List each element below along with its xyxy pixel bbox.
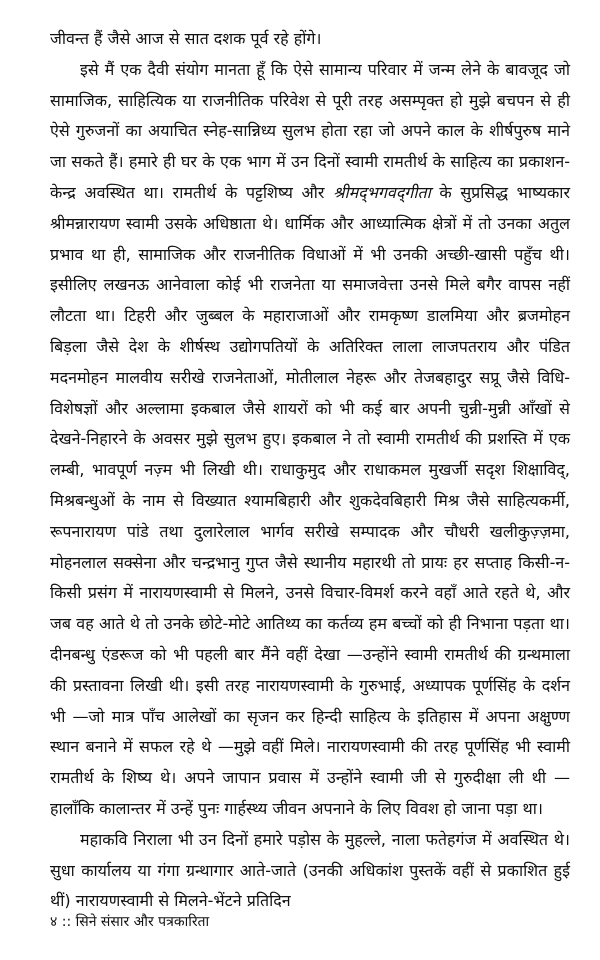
paragraph-text: जीवन्त हैं जैसे आज से सात दशक पूर्व रहे होंगे। [50,29,322,48]
paragraph-guru-memories [50,55,570,825]
page-footer: ४ :: सिने संसार और पत्रकारिता [50,914,210,930]
paragraph-text: के सुप्रसिद्ध भाष्यकार श्रीमन्नारायण स्वामी उसके अधिष्ठाता थे। धार्मिक और आध्यात्मिक क्षेत्रों में तो उनका अतुल प्रभाव था ही, सामाजिक और राजनीतिक विधाओं में भी उनकी अच्छी-खासी पहुँच थी। इसीलिए लखनऊ आनेवाला कोई भी राजनेता या समाजवेत्ता उनसे मिले बगैर वापस नहीं लौटता था। टिहरी और जुब्बल के महाराजाओं और रामकृष्ण डालमिया और ब्रजमोहन बिड़ला जैसे देश के शीर्षस्थ उद्योगपतियों के अतिरिक्त लाला लाजपतराय और पंडित मदनमोहन मालवीय सरीखे राजनेताओं, मोतीलाल नेहरू और तेजबहादुर सप्रू जैसे विधि-विशेषज्ञों और अल्लामा इकबाल जैसे शायरों को भी कई बार अपनी चुन्नी-मुन्नी आँखों से देखने-निहारने के अवसर मुझे सुलभ हुए। इकबाल ने तो स्वामी रामतीर्थ की प्रशस्ति में एक लम्बी, भावपूर्ण नज़्म भी लिखी थी। राधाकुमुद और राधाकमल मुखर्जी सदृश शिक्षाविद्, मिश्रबन्धुओं के नाम से विख्यात श्यामबिहारी और शुकदेवबिहारी मिश्र जैसे साहित्यकर्मी, रूपनारायण पांडे तथा दुलारेलाल भार्गव सरीखे सम्पादक और चौधरी खलीकुज़्ज़मा, मोहनलाल सक्सेना और चन्द्रभानु गुप्त जैसे स्थानीय महारथी तो प्रायः हर सप्ताह किसी-न-किसी प्रसंग में नारायणस्वामी से मिलने, उनसे विचार-विमर्श करने वहाँ आते रहते थे, और जब वह आते थे तो उनके छोटे-मोटे आतिथ्य का कर्तव्य हम बच्चों को ही निभाना पड़ता था। दीनबन्धु एंडरूज को भी पहली बार मैंने वहीं देखा —उन्होंने स्वामी रामतीर्थ की ग्रन्थमाला की प्रस्तावना लिखी थी। इसी तरह नारायणस्वामी के गुरुभाई, अध्यापक पूर्णसिंह के दर्शन भी —जो मात्र पाँच आलेखों का सृजन कर हिन्दी साहित्य के इतिहास में अपना अक्षुण्ण स्थान बनाने में सफल रहे थे —मुझे वहीं मिले। नारायणस्वामी की तरह पूर्णसिंह भी स्वामी रामतीर्थ के शिष्य थे। अपने जापान प्रवास में उन्होंने स्वामी जी से गुरुदीक्षा ली थी —हालाँकि कालान्तर में उन्हें पुनः गार्हस्थ्य जीवन अपनाने के लिए विवश हो जाना पड़ा था। [50,182,570,818]
page-body [50,24,570,917]
paragraph-text: महाकवि निराला भी उन दिनों हमारे पड़ोस के मुहल्ले, नाला फतेहगंज में अवस्थित थे। सुधा कार्यालय या गंगा ग्रन्थागार आते-जाते (उनकी अधिकांश पुस्तकें वहीं से प्रकाशित हुई थीं) नारायणस्वामी से मिलने-भेंटने प्रतिदिन [50,829,570,911]
paragraph-nirala [50,825,570,917]
paragraph-continuation [50,24,570,55]
book-title-gita: श्रीमद्‌भगवद्‌गीता [333,182,431,202]
paragraph-text: इसे मैं एक दैवी संयोग मानता हूँ कि ऐसे सामान्य परिवार में जन्म लेने के बावजूद जो सामाजिक, साहित्यिक या राजनीतिक परिवेश से पूरी तरह असम्पृक्त हो मुझे बचपन से ही ऐसे गुरुजनों का अयाचित स्नेह-सान्निध्य सुलभ होता रहा जो अपने काल के शीर्षपुरुष माने जा सकते हैं। हमारे ही घर के एक भाग में उन दिनों स्वामी रामतीर्थ के साहित्य का प्रकाशन-केन्द्र अवस्थित था। रामतीर्थ के पट्टशिष्य और [50,59,570,202]
